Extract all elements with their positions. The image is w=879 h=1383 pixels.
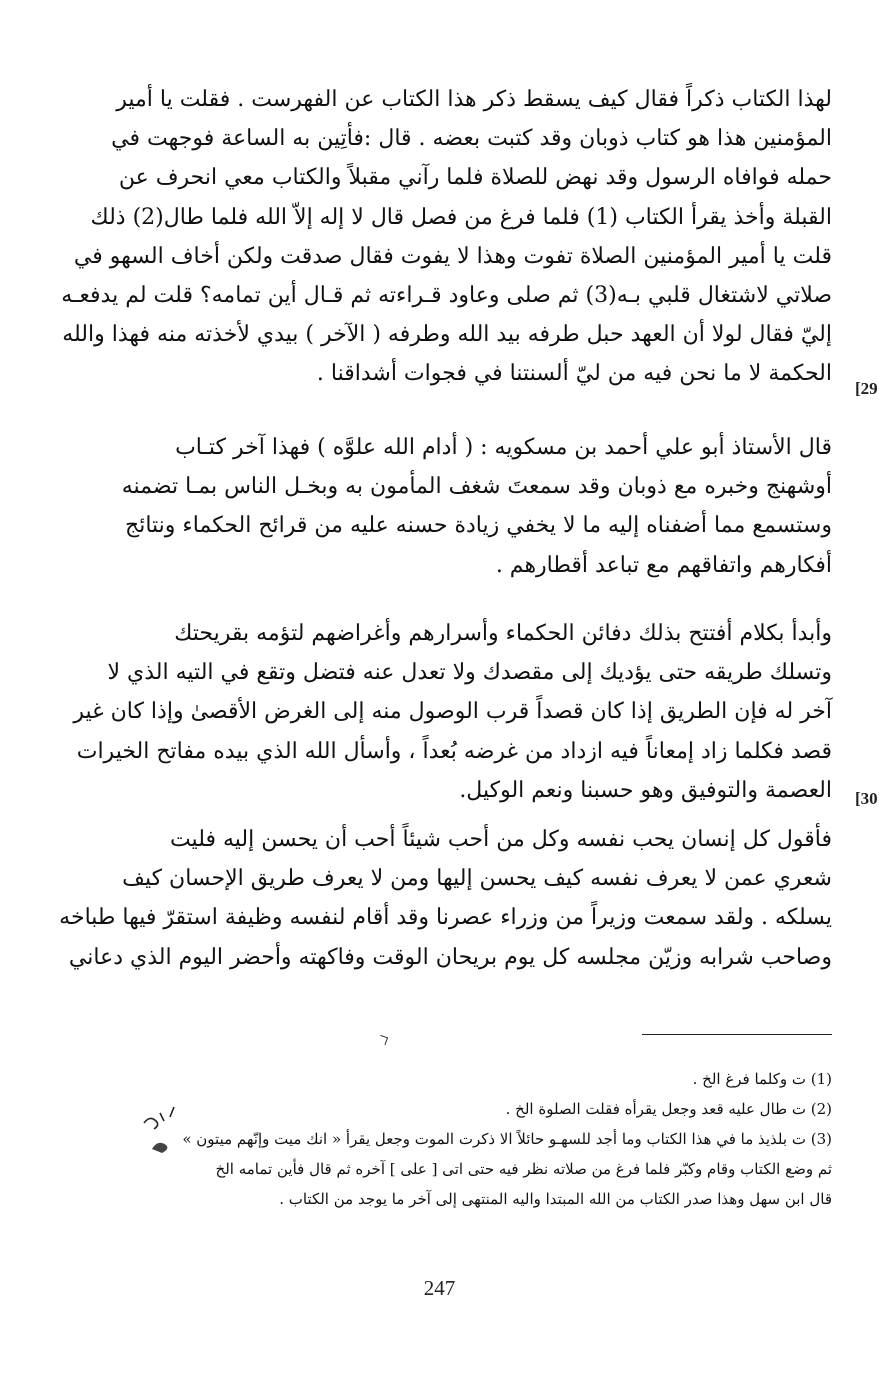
ink-mark [378, 1035, 388, 1045]
text-line: وصاحب شرابه وزيّن مجلسه كل يوم بريحان الوقت وفاكهته وأحضر اليوم الذي دعاني [68, 944, 832, 970]
paragraph-1 [61, 80, 832, 394]
text-line: أفكارهم واتفاقهم مع تباعد أقطارهم . [495, 552, 832, 578]
text-line: وتسلك طريقه حتى يؤديك إلى مقصدك ولا تعدل عنه فتضل وتقع في التيه الذي لا [107, 660, 832, 686]
footnote-line: ثم وضع الكتاب وقام وكبّر فلما فرغ من صلاته نظر فيه حتى اتى [ على ] آخره ثم قال فأين تمامه الخ [215, 1160, 832, 1178]
text-line: قلت يا أمير المؤمنين الصلاة تفوت وهذا لا يفوت فقال صدقت ولكن أخاف السهو في [73, 243, 832, 269]
footnote-line: قال ابن سهل وهذا صدر الكتاب من الله المبتدا واليه المنتهى إلى آخر ما يوجد من الكتاب . [279, 1190, 832, 1208]
footnote-line: (2) ت طال عليه قعد وجعل يقرأه فقلت الصلوة الخ . [505, 1100, 832, 1118]
footnote-line: (1) ت وكلما فرغ الخ . [692, 1070, 832, 1088]
text-line: أوشهنج وخبره مع ذوبان وقد سمعتَ شغف المأمون به وبخـل الناس بمـا تضمنه [121, 474, 832, 500]
text-line: شعري عمن لا يعرف نفسه كيف يحسن إليها ومن لا يعرف طريق الإحسان كيف [122, 866, 832, 892]
text-line: صلاتي لاشتغال قلبي بـه(3) ثم صلى وعاود قـراءته ثم قـال أين تمامه؟ قلت لم يدفعـه [61, 283, 832, 309]
paragraph-3 [73, 614, 832, 810]
text-line: العصمة والتوفيق وهو حسبنا ونعم الوكيل. [459, 777, 832, 803]
text-line: لهذا الكتاب ذكراً فقال كيف يسقط ذكر هذا الكتاب عن الفهرست . فقلت يا أمير [116, 87, 832, 112]
text-line: وستسمع مما أضفناه إليه ما لا يخفي زيادة حسنه عليه من قرائح الحكماء ونتائج [125, 513, 832, 539]
text-line: فأقول كل إنسان يحب نفسه وكل من أحب شيئاً أحب أن يحسن إليه فليت [169, 827, 832, 852]
paragraph-4 [59, 820, 832, 977]
margin-page-mark: [30 [855, 789, 878, 808]
text-line: الحكمة لا ما نحن فيه من ليّ ألسنتنا في فجوات أشداقنا . [316, 361, 832, 387]
page-number: 247 [423, 1276, 456, 1300]
footnote-line: (3) ت بلذيذ ما في هذا الكتاب وما أجد للسهـو حائلاً الا ذكرت الموت وجعل يقرأ « انك ميت وإنّهم ميتون » [182, 1130, 832, 1148]
text-line: قصد فكلما زاد إمعاناً فيه ازداد من غرضه بُعداً ، وأسأل الله الذي بيده مفاتح الخيرات [76, 738, 832, 764]
text-line: قال الأستاذ أبو علي أحمد بن مسكويه : ( أدام الله علوَّه ) فهذا آخر كتـاب [175, 435, 832, 460]
footnote-separator [642, 1034, 832, 1035]
footnotes [92, 1064, 832, 1214]
text-line: وأبدأ بكلام أفتتح بذلك دفائن الحكماء وأسرارهم وأغراضهم لتؤمه بقريحتك [174, 621, 832, 646]
handwritten-annotation [130, 1103, 190, 1163]
text-line: القبلة وأخذ يقرأ الكتاب (1) فلما فرغ من فصل قال لا إله إلاّ الله فلما طال(2) ذلك [90, 204, 832, 230]
text-line: إليّ فقال لولا أن العهد حبل طرفه بيد الله وطرفه ( الآخر ) بيدي لأخذته منه فهذا والله [62, 322, 832, 348]
text-line: آخر له فإن الطريق إذا كان قصداً قرب الوصول منه إلى الغرض الأقصىٰ وإذا كان غير [73, 699, 832, 725]
margin-page-mark: [29 [855, 379, 878, 398]
text-line: حمله فوافاه الرسول وقد نهض للصلاة فلما رآني مقبلاً والكتاب معي انحرف عن [118, 165, 832, 191]
text-line: المؤمنين هذا هو كتاب ذوبان وقد كتبت بعضه . قال :فأتِين به الساعة فوجهت في [111, 126, 832, 152]
paragraph-2 [98, 428, 832, 585]
text-line: يسلكه . ولقد سمعت وزيراً من وزراء عصرنا وقد أقام لنفسه وظيفة استقرّ فيها طباخه [59, 905, 832, 931]
